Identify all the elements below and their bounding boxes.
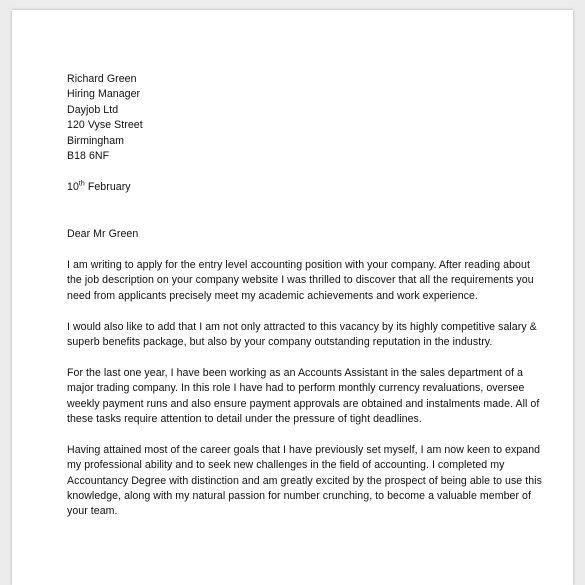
paragraph-1: [67, 258, 567, 304]
paragraph-line: need from applicants precisely meet my academic achievements and work experience.: [67, 289, 478, 302]
recipient-city: Birmingham: [67, 134, 125, 147]
paragraph-line: Having attained most of the career goals that I have previously set myself, I am now keen to expand: [67, 443, 541, 456]
spacer: [67, 427, 567, 442]
recipient-company: Dayjob Ltd: [67, 103, 119, 116]
recipient-street: 120 Vyse Street: [67, 119, 143, 132]
recipient-name: Richard Green: [67, 73, 137, 85]
paragraph-line: these tasks require attention to detail under the pressure of tight deadlines.: [67, 413, 422, 426]
date-month: February: [87, 181, 131, 194]
paragraph-line: knowledge, along with my natural passion for number crunching, to become a valuable member of: [67, 490, 531, 503]
date-day: 10: [67, 181, 79, 194]
spacer: [67, 196, 567, 211]
paragraph-3: [67, 366, 567, 428]
paragraph-line: your team.: [67, 505, 118, 518]
spacer: [67, 211, 567, 227]
paragraph-line: Accountancy Degree with distinction and am greatly excited by the prospect of being able to use this: [67, 474, 542, 487]
spacer: [67, 243, 567, 258]
letter-body: [67, 72, 567, 520]
paragraph-line: my professional ability and to seek new challenges in the field of accounting. I completed my: [67, 459, 505, 472]
salutation: Dear Mr Green: [67, 228, 139, 241]
recipient-address-block: [67, 72, 567, 164]
paragraph-line: I would also like to add that I am not only attracted to this vacancy by its highly competitive salary &: [67, 320, 537, 333]
paragraph-4: [67, 443, 567, 520]
paragraph-line: superb benefits package, but also by your company outstanding reputation in the industry.: [67, 336, 493, 349]
paragraph-line: weekly payment runs and also ensure payment approvals are obtained and instalments made. All of: [67, 397, 540, 410]
letter-date: [67, 180, 567, 195]
spacer: [67, 350, 567, 365]
paragraph-2: [67, 320, 567, 351]
document-page: [12, 10, 573, 585]
recipient-title: Hiring Manager: [67, 88, 141, 101]
spacer: [67, 304, 567, 319]
paragraph-line: major trading company. In this role I have had to perform monthly currency revaluations, oversee: [67, 382, 525, 395]
paragraph-line: the job description on your company website I was thrilled to discover that all the requirements you: [67, 274, 534, 287]
date-suffix: th: [78, 180, 85, 188]
spacer: [67, 164, 567, 180]
paragraph-line: For the last one year, I have been working as an Accounts Assistant in the sales department of a: [67, 366, 523, 379]
recipient-postcode: B18 6NF: [67, 150, 110, 163]
paragraph-line: I am writing to apply for the entry level accounting position with your company. After reading about: [67, 259, 530, 272]
